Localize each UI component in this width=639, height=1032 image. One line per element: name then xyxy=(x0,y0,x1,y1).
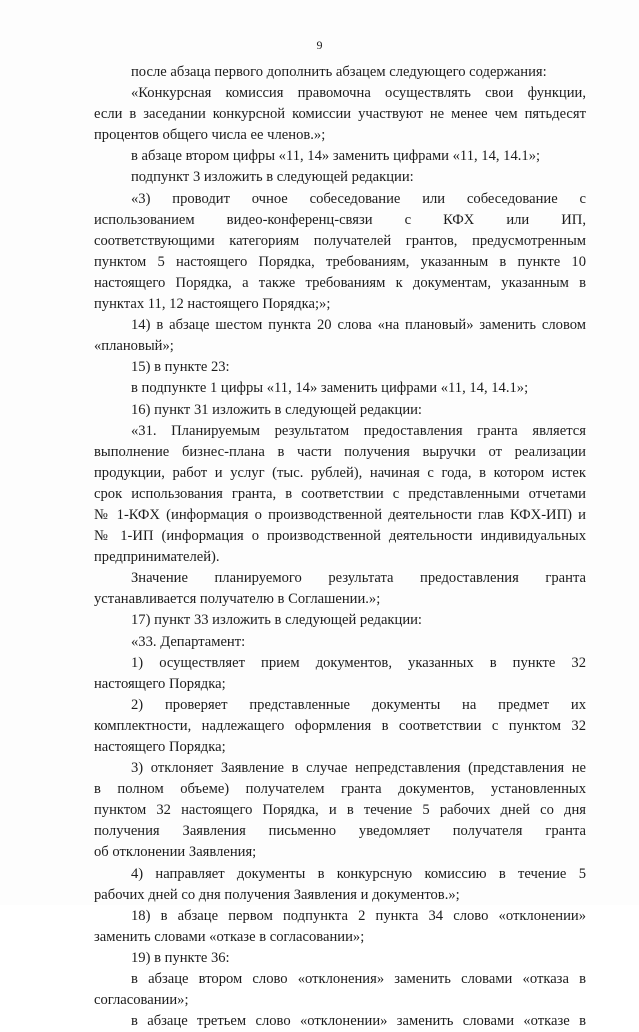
text-line: пунктом 5 настоящего Порядка, требованиям, указанным в пункте 10 xyxy=(94,253,586,270)
text-line: «33. Департамент: xyxy=(131,633,246,650)
text-line: 4) направляет документы в конкурсную комиссию в течение 5 xyxy=(131,865,586,882)
text-line: процентов общего числа ее членов.»; xyxy=(94,127,326,144)
text-line: 15) в пункте 23: xyxy=(131,359,230,376)
text-line: «Конкурсная комиссия правомочна осуществлять свои функции, xyxy=(131,85,586,102)
text-line: 16) пункт 31 изложить в следующей редакции: xyxy=(131,401,422,418)
text-line: № 1-КФХ (информация о производственной деятельности глав КФХ-ИП) и xyxy=(94,506,586,523)
text-line: устанавливается получателю в Соглашении.»; xyxy=(94,591,381,608)
text-line: продукции, работ и услуг (тыс. рублей), начиная с года, в котором истек xyxy=(94,464,586,481)
text-line: заменить словами «отказе в согласовании»; xyxy=(94,928,365,945)
text-line: настоящего Порядка; xyxy=(94,675,226,692)
text-line: получения Заявления письменно уведомляет получателя гранта xyxy=(94,823,586,840)
text-line: 2) проверяет представленные документы на предмет их xyxy=(131,696,586,713)
text-line: Значение планируемого результата предоставления гранта xyxy=(131,570,586,587)
text-line: 17) пункт 33 изложить в следующей редакции: xyxy=(131,612,422,629)
text-line: 3) отклоняет Заявление в случае непредставления (представления не xyxy=(131,760,586,777)
text-line: 14) в абзаце шестом пункта 20 слова «на плановый» заменить словом xyxy=(131,317,586,334)
text-line: в абзаце третьем слово «отклонении» заменить словами «отказе в xyxy=(131,1013,586,1030)
text-line: 18) в абзаце первом подпункта 2 пункта 34 слово «отклонении» xyxy=(131,907,586,924)
text-line: если в заседании конкурсной комиссии участвуют не менее чем пятьдесят xyxy=(94,106,586,123)
text-line: 19) в пункте 36: xyxy=(131,949,230,966)
text-line: 1) осуществляет прием документов, указанных в пункте 32 xyxy=(131,654,586,671)
page-number: 9 xyxy=(316,38,323,52)
text-line: об отклонении Заявления; xyxy=(94,844,257,861)
text-line: настоящего Порядка, а также требованиям к документам, указанным в xyxy=(94,274,586,291)
text-line: соответствующими категориям получателей грантов, предусмотренным xyxy=(94,232,586,249)
text-line: подпункт 3 изложить в следующей редакции: xyxy=(131,169,414,186)
text-line: рабочих дней со дня получения Заявления и документов.»; xyxy=(94,886,460,903)
document-body xyxy=(94,62,586,1032)
text-line: «плановый»; xyxy=(94,338,174,355)
text-line: после абзаца первого дополнить абзацем следующего содержания: xyxy=(131,64,547,80)
text-line: предпринимателей). xyxy=(94,549,220,566)
text-line: пунктах 11, 12 настоящего Порядка;»; xyxy=(94,296,331,313)
text-line: пунктом 32 настоящего Порядка, и в течение 5 рабочих дней со дня xyxy=(94,802,586,819)
text-line: согласовании»; xyxy=(94,992,189,1009)
text-line: комплектности, надлежащего оформления в соответствии с пунктом 32 xyxy=(94,717,586,734)
text-line: настоящего Порядка; xyxy=(94,739,226,755)
text-line: № 1-ИП (информация о производственной деятельности индивидуальных xyxy=(94,528,586,545)
text-line: выполнение бизнес-плана в части получения выручки от реализации xyxy=(94,443,586,460)
text-line: в абзаце втором цифры «11, 14» заменить цифрами «11, 14, 14.1»; xyxy=(131,148,541,165)
text-line: в полном объеме) получателем гранта документов, установленных xyxy=(94,781,586,798)
text-line: «31. Планируемым результатом предоставления гранта является xyxy=(131,422,586,439)
text-line: использованием видео-конференц-связи с КФХ или ИП, xyxy=(94,211,586,228)
text-line: в абзаце втором слово «отклонения» заменить словами «отказа в xyxy=(131,971,586,988)
text-line: «3) проводит очное собеседование или собеседование с xyxy=(131,190,586,207)
text-line: срок использования гранта, в соответствии с представленными отчетами xyxy=(94,485,586,502)
text-line: в подпункте 1 цифры «11, 14» заменить цифрами «11, 14, 14.1»; xyxy=(131,380,529,397)
